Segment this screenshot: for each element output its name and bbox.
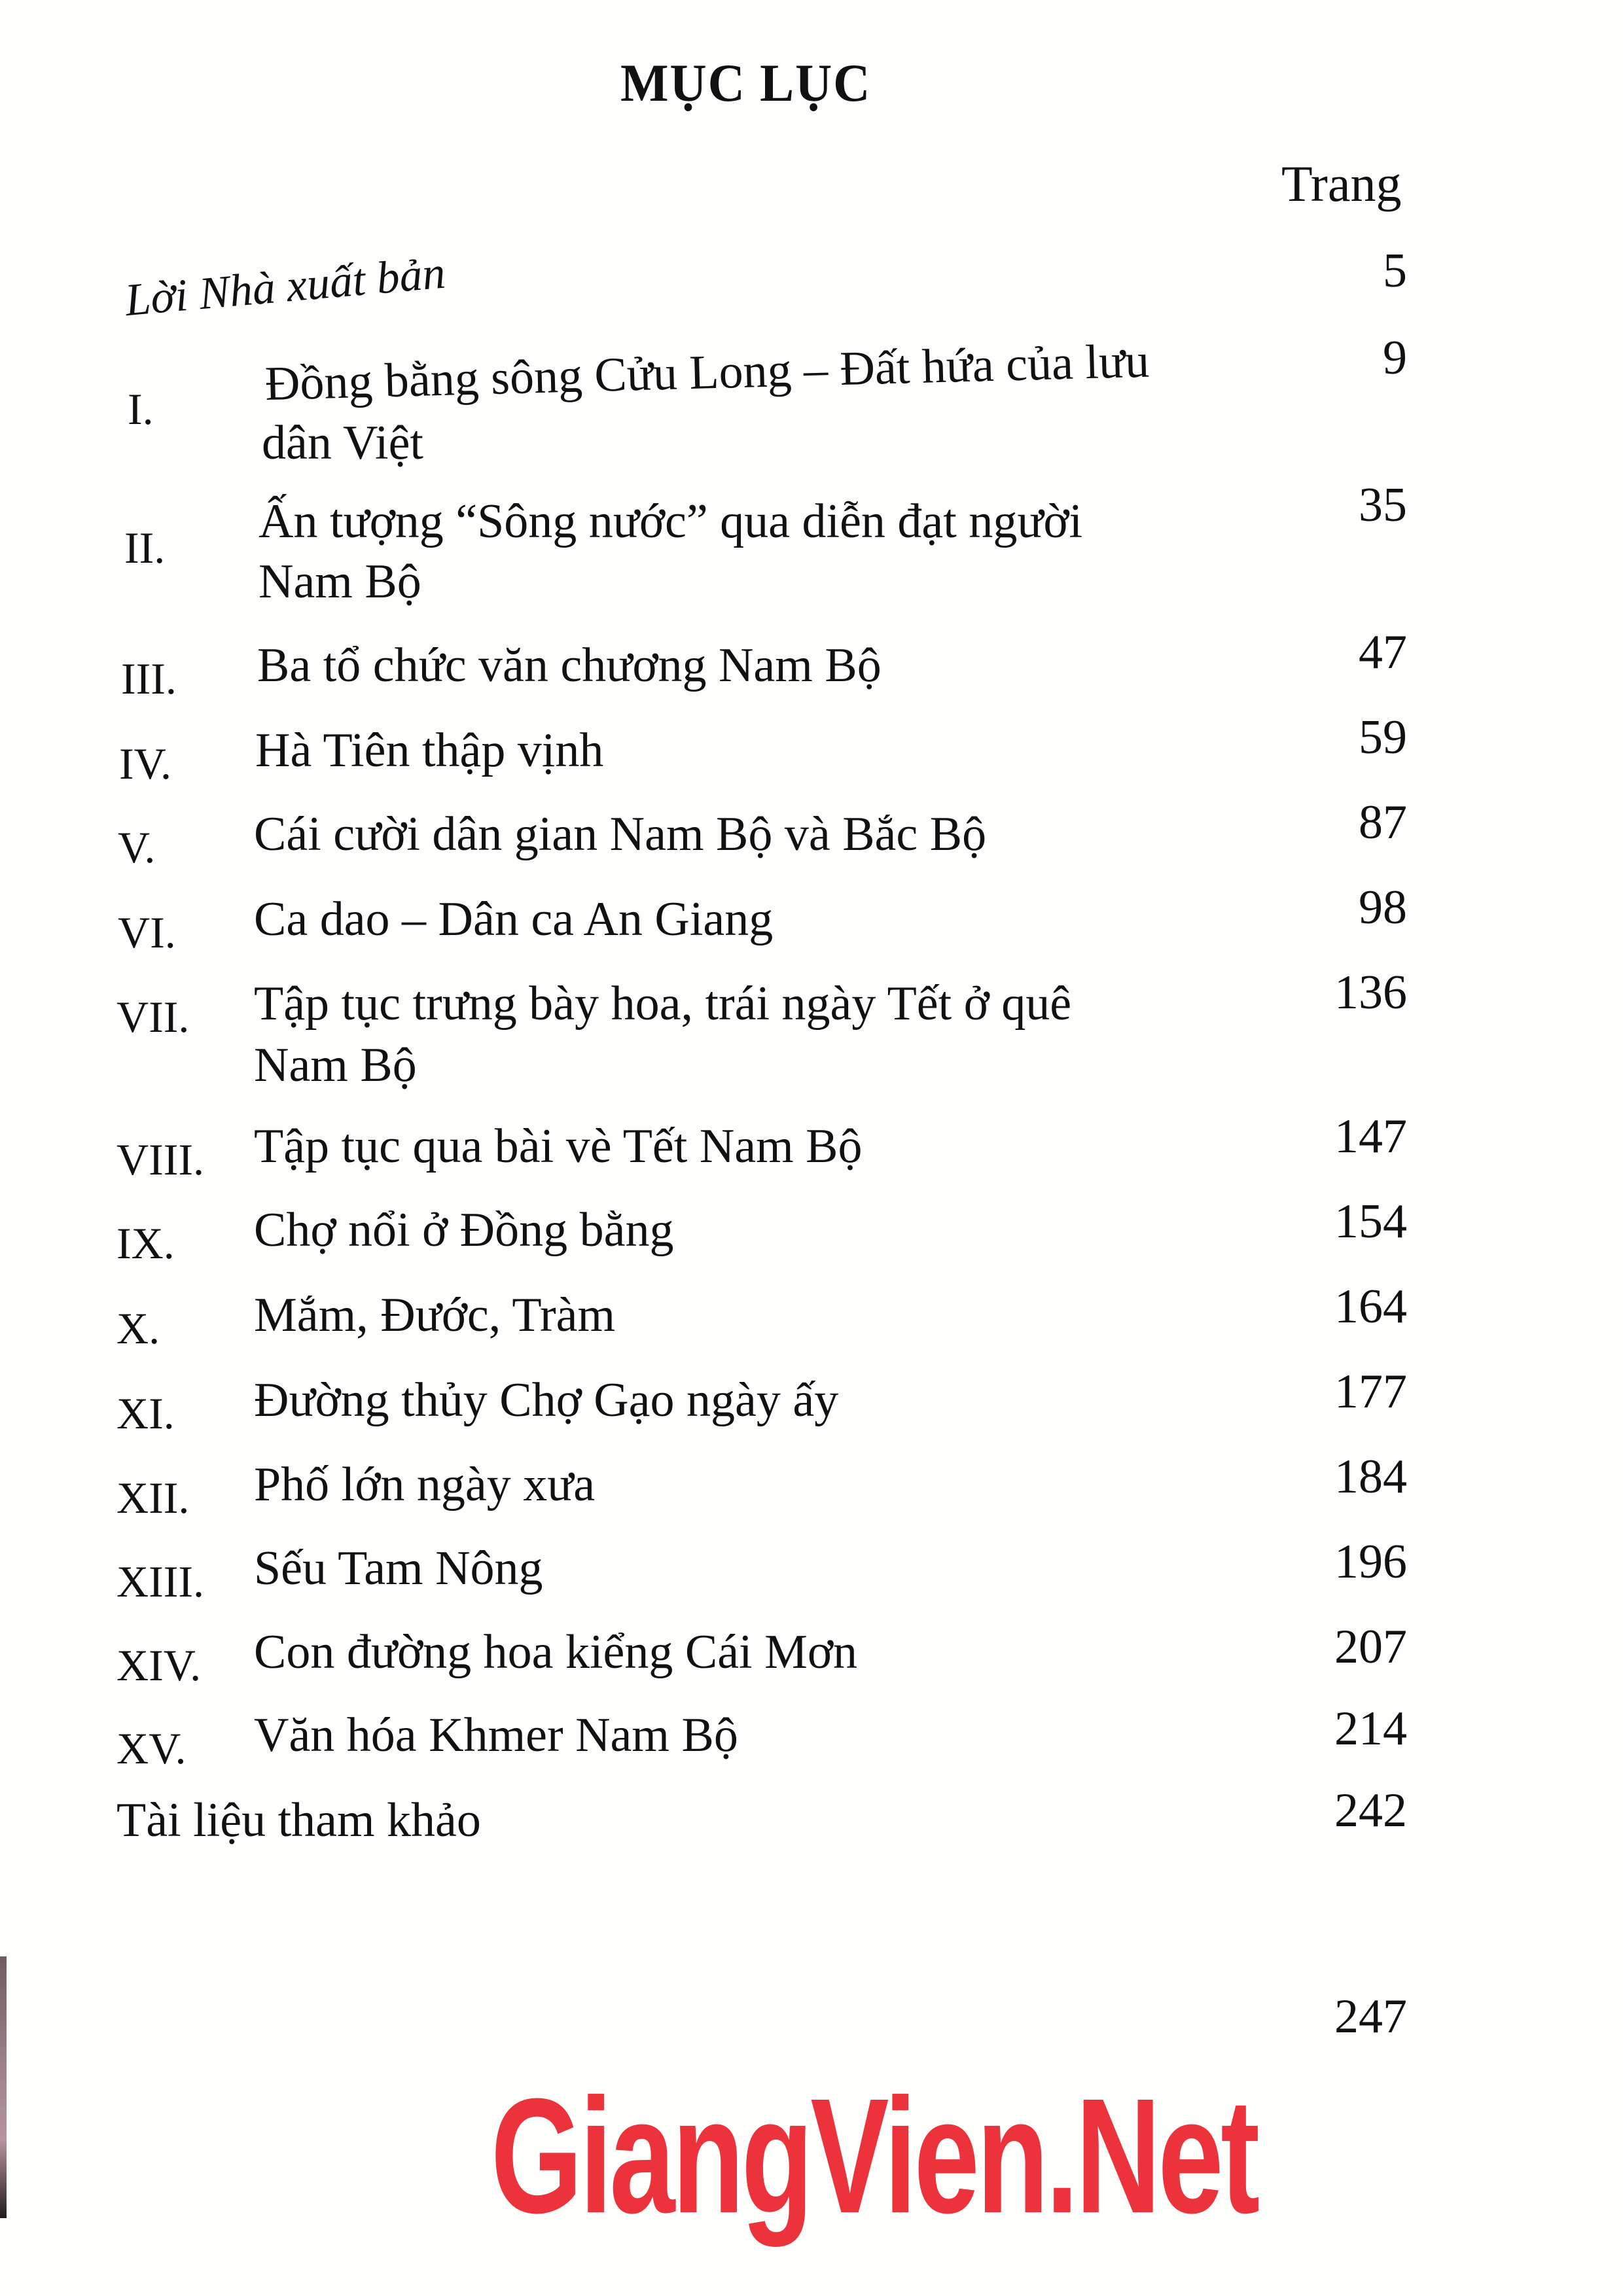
chapter-page-7: 136 xyxy=(1334,966,1407,1019)
chapter-page-4: 59 xyxy=(1359,711,1407,764)
chapter-title-line-1: Tập tục qua bài vè Tết Nam Bộ xyxy=(254,1120,863,1173)
chapter-number: XIII. xyxy=(116,1557,205,1606)
intro-label: Lời Nhà xuất bản xyxy=(123,247,448,327)
chapter-title-line-2: Nam Bộ xyxy=(254,1038,417,1092)
chapter-number: IX. xyxy=(116,1218,175,1268)
chapter-page-6: 98 xyxy=(1359,881,1407,934)
chapter-number: XI. xyxy=(116,1388,175,1438)
chapter-title-line-1: Hà Tiên thập vịnh xyxy=(255,724,604,777)
chapter-page-9: 154 xyxy=(1334,1195,1407,1248)
chapter-title-line-1: Sếu Tam Nông xyxy=(254,1542,543,1595)
chapter-title-line-1: Con đường hoa kiểng Cái Mơn xyxy=(254,1625,858,1679)
references-label: Tài liệu tham khảo xyxy=(116,1793,481,1847)
intro-page: 5 xyxy=(1383,244,1407,298)
watermark-logo: GiangVien.Net xyxy=(491,2064,1257,2247)
chapter-page-5: 87 xyxy=(1359,796,1407,849)
chapter-page-1: 9 xyxy=(1383,331,1407,385)
chapter-page-13: 196 xyxy=(1334,1535,1407,1589)
page-title: MỤC LỤC xyxy=(620,53,872,113)
page-column-header: Trang xyxy=(1281,155,1402,212)
chapter-number: VII. xyxy=(116,992,190,1042)
chapter-number: IV. xyxy=(119,739,171,788)
chapter-title-line-2: Nam Bộ xyxy=(259,555,421,609)
chapter-number: VIII. xyxy=(116,1135,205,1184)
chapter-title-line-1: Đồng bằng sông Cửu Long – Đất hứa của lưu xyxy=(264,334,1150,411)
chapter-page-11: 177 xyxy=(1334,1365,1407,1419)
chapter-title-line-1: Văn hóa Khmer Nam Bộ xyxy=(254,1708,738,1762)
chapter-title-line-1: Ba tổ chức văn chương Nam Bộ xyxy=(257,639,882,692)
chapter-title-line-1: Đường thủy Chợ Gạo ngày ấy xyxy=(254,1373,839,1427)
chapter-number: VI. xyxy=(118,908,176,957)
chapter-page-10: 164 xyxy=(1334,1280,1407,1333)
chapter-number: XII. xyxy=(116,1473,190,1523)
chapter-page-2: 35 xyxy=(1359,478,1407,532)
chapter-title-line-2: dân Việt xyxy=(262,416,423,470)
footer-page-number: 247 xyxy=(1334,1990,1407,2043)
chapter-number: X. xyxy=(116,1303,160,1353)
chapter-title-line-1: Ca dao – Dân ca An Giang xyxy=(254,892,774,946)
chapter-title-line-1: Mắm, Đước, Tràm xyxy=(254,1288,616,1342)
chapter-title-line-1: Ấn tượng “Sông nước” qua diễn đạt người xyxy=(259,495,1083,548)
references-page: 242 xyxy=(1334,1784,1407,1837)
chapter-number: I. xyxy=(128,384,154,434)
chapter-number: V. xyxy=(118,822,156,872)
chapter-number: II. xyxy=(124,523,166,573)
chapter-number: XIV. xyxy=(116,1640,202,1690)
chapter-page-12: 184 xyxy=(1334,1450,1407,1504)
chapter-page-3: 47 xyxy=(1359,626,1407,679)
chapter-title-line-1: Chợ nổi ở Đồng bằng xyxy=(254,1203,674,1257)
chapter-page-14: 207 xyxy=(1334,1620,1407,1674)
chapter-page-15: 214 xyxy=(1334,1702,1407,1756)
chapter-title-line-1: Phố lớn ngày xưa xyxy=(254,1458,596,1511)
chapter-number: XV. xyxy=(116,1723,187,1773)
chapter-number: III. xyxy=(121,654,177,703)
binding-edge xyxy=(0,1956,7,2218)
chapter-title-line-1: Cái cười dân gian Nam Bộ và Bắc Bộ xyxy=(254,807,987,861)
chapter-page-8: 147 xyxy=(1334,1110,1407,1163)
chapter-title-line-1: Tập tục trưng bày hoa, trái ngày Tết ở quê xyxy=(254,977,1072,1031)
